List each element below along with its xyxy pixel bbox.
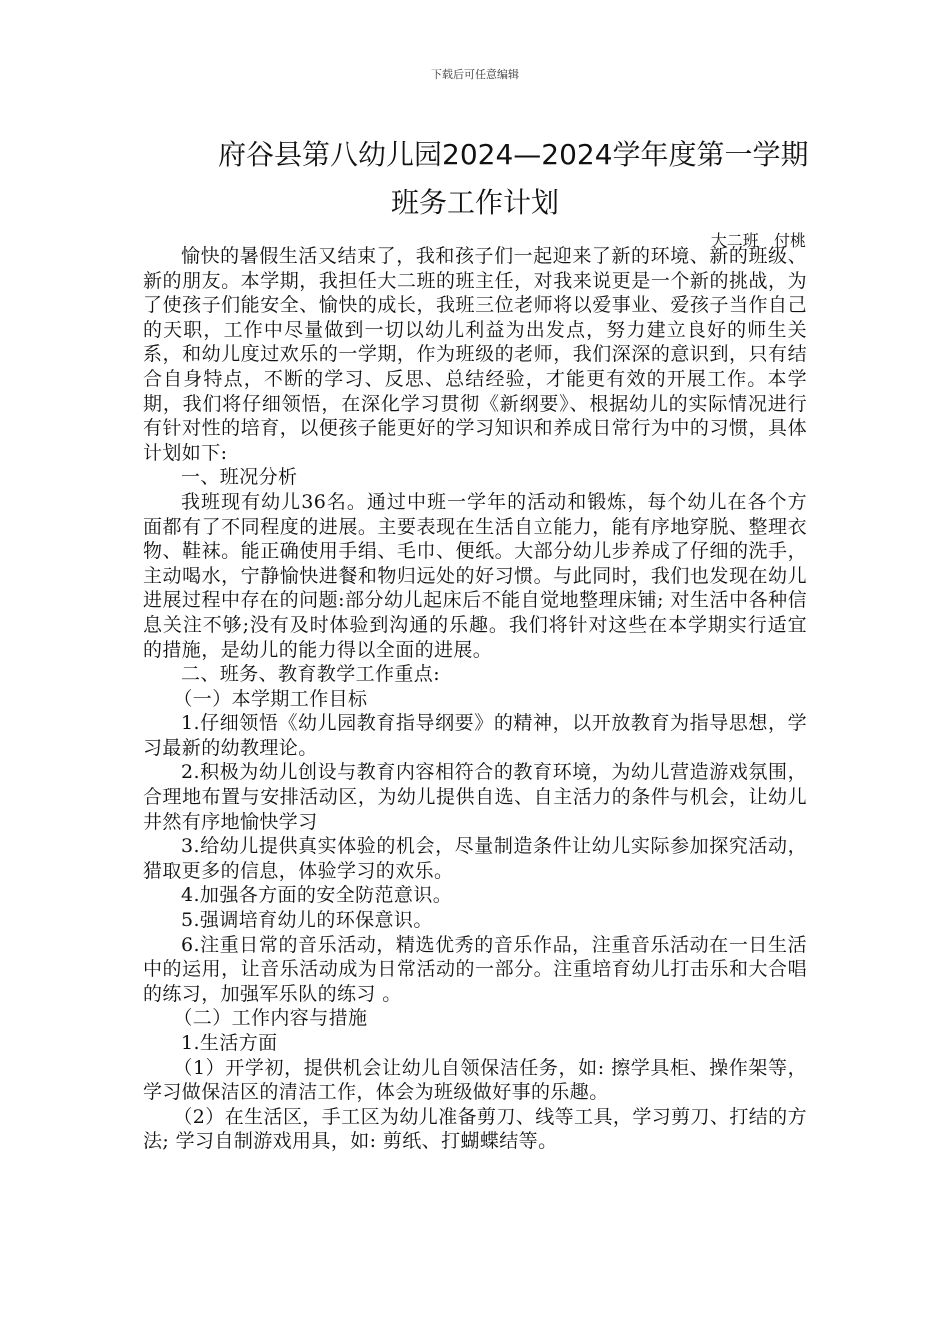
page-header-note: 下载后可任意编辑 <box>431 68 519 81</box>
goal-item-6: 6.注重日常的音乐活动，精选优秀的音乐作品，注重音乐活动在一日生活中的运用，让音乐活动成为日常活动的一部分。注重培育幼儿打击乐和大合唱的练习，加强军乐队的练习 。 <box>143 933 807 1005</box>
goal-item-4: 4.加强各方面的安全防范意识。 <box>181 884 453 907</box>
goal-item-3: 3.给幼儿提供真实体验的机会，尽量制造条件让幼儿实际参加探究活动，猎取更多的信息，体验学习的欢乐。 <box>143 835 807 882</box>
goal-item-5: 5.强调培育幼儿的环保意识。 <box>181 909 433 932</box>
section-heading-class-analysis: 一、班况分析 <box>181 466 298 489</box>
author-line: 大二班 付桃 <box>710 231 806 250</box>
measure-life-item-2: （2）在生活区，手工区为幼儿准备剪刀、线等工具，学习剪刀、打结的方法; 学习自制游戏用具，如: 剪纸、打蝴蝶结等。 <box>143 1105 807 1153</box>
document-title-line-2: 班务工作计划 <box>390 186 559 219</box>
goal-item-2: 2.积极为幼儿创设与教育内容相符合的教育环境，为幼儿营造游戏氛围，合理地布置与安排活动区，为幼儿提供自选、自主活力的条件与机会，让幼儿井然有序地愉快学习 <box>143 761 807 833</box>
section-heading-work-focus: 二、班务、教育教学工作重点: <box>181 663 441 686</box>
paragraph-intro: 愉快的暑假生活又结束了，我和孩子们一起迎来了新的环境、新的班级、新的朋友。本学期，我担任大二班的班主任，对我来说更是一个新的挑战，为了使孩子们能安全、愉快的成长，我班三位老师将以爱事业、爱孩子当作自己的天职，工作中尽量做到一切以幼儿利益为出发点，努力建立良好的师生关系，和幼儿度过欢乐的一学期，作为班级的老师，我们深深的意识到，只有结合自身特点，不断的学习、反思、总结经验，才能更有效的开展工作。本学期，我们将仔细领悟，在深化学习贯彻《新纲要》、根据幼儿的实际情况进行有针对性的培育，以便孩子能更好的学习知识和养成日常行为中的习惯，具体计划如下: <box>143 245 807 464</box>
measure-heading-life: 1.生活方面 <box>181 1032 278 1054</box>
document-title-line-1: 府谷县第八幼儿园2024—2024学年度第一学期 <box>218 138 809 171</box>
goal-item-1: 1.仔细领悟《幼儿园教育指导纲要》的精神，以开放教育为指导思想，学习最新的幼教理论。 <box>143 712 807 759</box>
measure-life-item-1: （1）开学初，提供机会让幼儿自领保洁任务，如: 擦学具柜、操作架等，学习做保洁区的清洁工作，体会为班级做好事的乐趣。 <box>143 1056 807 1104</box>
paragraph-class-analysis: 我班现有幼儿36名。通过中班一学年的活动和锻炼，每个幼儿在各个方面都有了不同程度的进展。主要表现在生活自立能力，能有序地穿脱、整理衣物、鞋袜。能正确使用手绢、毛巾、便纸。大部分幼儿步养成了仔细的洗手，主动喝水，宁静愉快进餐和物归远处的好习惯。与此同时，我们也发现在幼儿进展过程中存在的问题:部分幼儿起床后不能自觉地整理床铺; 对生活中各种信息关注不够;没有及时体验到沟通的乐趣。我们将针对这些在本学期实行适宜的措施，是幼儿的能力得以全面的进展。 <box>143 490 807 661</box>
document-body <box>143 244 807 1154</box>
subsection-heading-measures: （二）工作内容与措施 <box>173 1007 368 1030</box>
subsection-heading-goals: （一）本学期工作目标 <box>173 687 368 710</box>
